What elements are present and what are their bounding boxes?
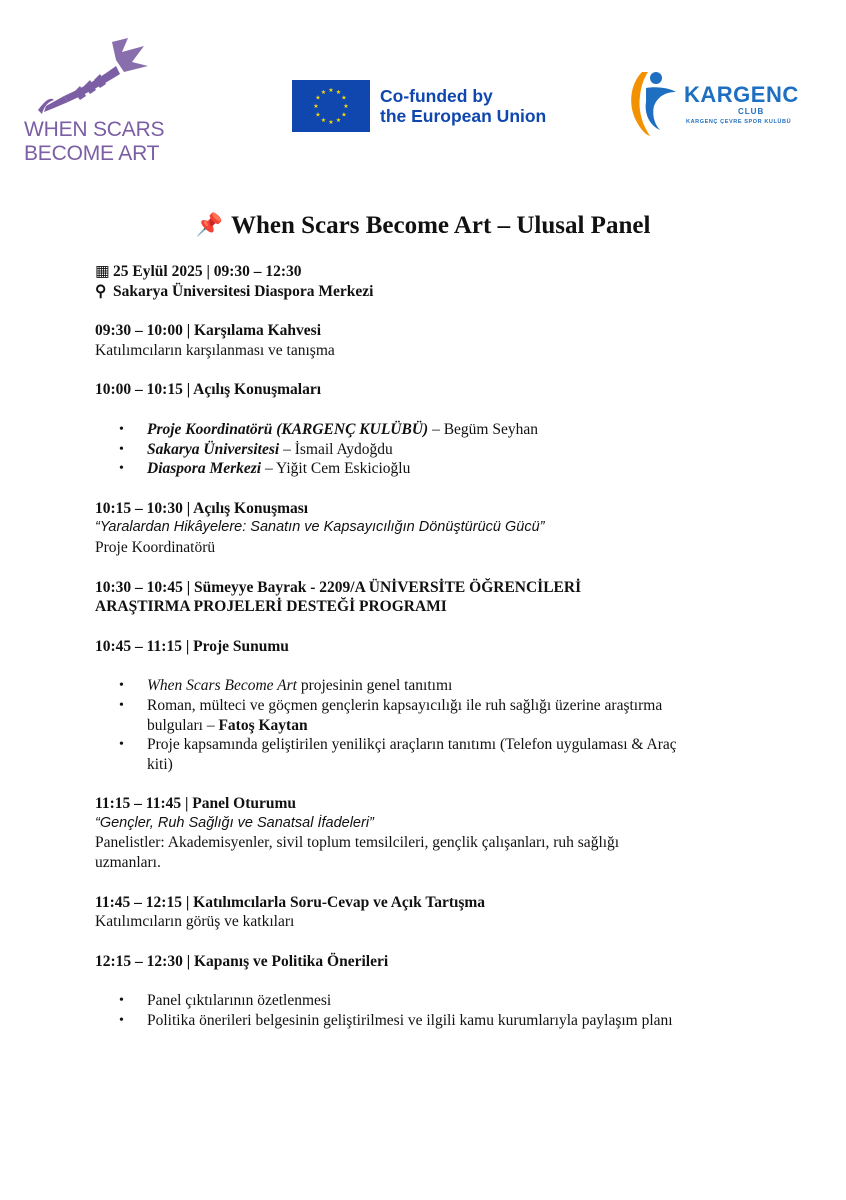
svg-text:★: ★	[335, 117, 342, 124]
list-item	[95, 696, 755, 735]
session-5-list	[95, 676, 755, 774]
item-text: projesinin genel tanıtımı	[296, 677, 453, 695]
session-5-heading: 10:45 – 11:15 | Proje Sunumu	[95, 637, 289, 655]
svg-text:★: ★	[328, 119, 334, 126]
session-7-text: Katılımcıların görüş ve katkıları	[95, 913, 295, 931]
speaker-role: Diaspora Merkezi	[147, 460, 262, 478]
logo-header	[0, 0, 846, 180]
session-2-heading: 10:00 – 10:15 | Açılış Konuşmaları	[95, 381, 322, 399]
spacer	[95, 656, 755, 676]
spacer	[95, 360, 755, 380]
session-7-heading: 11:45 – 12:15 | Katılımcılarla Soru-Cevap ve Açık Tartışma	[95, 893, 486, 911]
item-text: bulguları –	[147, 716, 219, 734]
round-pushpin-icon: ⚲	[95, 282, 107, 300]
session-1-heading: 09:30 – 10:00 | Karşılama Kahvesi	[95, 322, 321, 340]
kargenc-club-logo	[626, 66, 816, 138]
list-item	[95, 676, 755, 696]
session-6-heading: 11:15 – 11:45 | Panel Oturumu	[95, 795, 297, 813]
project-name: When Scars Become Art	[147, 677, 297, 695]
list-item: • Panel çıktılarının özetlenmesi	[95, 991, 755, 1011]
page-title	[0, 208, 846, 243]
wsba-logo-text	[24, 118, 164, 166]
list-item	[95, 420, 755, 440]
list-item	[95, 735, 755, 774]
item-text: • Proje kapsamında geliştirilen yenilikçi araçların tanıtımı (Telefon uygulaması & Araç	[147, 736, 677, 754]
session-6-quote: “Gençler, Ruh Sağlığı ve Sanatsal İfadeleri”	[95, 814, 374, 831]
svg-text:★: ★	[315, 94, 321, 102]
speaker-role: Sakarya Üniversitesi	[147, 440, 280, 458]
eu-cofunded-logo	[292, 80, 546, 132]
session-3-heading: 10:15 – 10:30 | Açılış Konuşması	[95, 499, 309, 517]
wsba-line1: WHEN SCARS	[24, 118, 165, 141]
program-content	[95, 262, 755, 1031]
speaker-role: Proje Koordinatörü (KARGENÇ KULÜBÜ)	[147, 420, 429, 438]
svg-text:★: ★	[320, 89, 327, 96]
session-3-quote: “Yaralardan Hikâyelere: Sanatın ve Kapsayıcılığın Dönüştürücü Gücü”	[95, 519, 545, 536]
svg-text:★: ★	[320, 117, 327, 124]
spacer	[95, 479, 755, 499]
eu-logo-text	[380, 86, 546, 126]
session-4-heading-line2: ARAŞTIRMA PROJELERİ DESTEĞİ PROGRAMI	[95, 598, 447, 616]
session-6-text-line1: Panelistler: Akademisyenler, sivil toplum temsilcileri, gençlik çalışanları, ruh sağlığı	[95, 834, 620, 852]
event-date-text: 25 Eylül 2025 | 09:30 – 12:30	[113, 263, 302, 280]
svg-text:★: ★	[341, 111, 347, 119]
pushpin-icon: 📌	[195, 212, 223, 237]
svg-text:★: ★	[335, 89, 342, 96]
kargenc-runner-icon	[626, 66, 678, 138]
session-2-list	[95, 420, 755, 479]
list-item	[95, 440, 755, 460]
wsba-line2: BECOME ART	[24, 142, 160, 165]
kargenc-title: KARGENC	[684, 82, 799, 107]
title-text: When Scars Become Art – Ulusal Panel	[230, 212, 651, 239]
spacer	[95, 400, 755, 420]
spacer	[95, 873, 755, 893]
kargenc-subtitle: KARGENÇ ÇEVRE SPOR KULÜBÜ	[686, 119, 792, 125]
svg-text:★: ★	[328, 87, 334, 94]
list-item: • Politika önerileri belgesinin geliştirilmesi ve ilgili kamu kurumlarıyla paylaşım planı	[95, 1011, 755, 1031]
kargenc-club: CLUB	[738, 107, 765, 116]
item-text: • Roman, mülteci ve göçmen gençlerin kapsayıcılığı ile ruh sağlığı üzerine araştırma	[147, 696, 663, 714]
calendar-icon: ▦	[95, 263, 110, 280]
spacer	[95, 971, 755, 991]
spacer	[95, 774, 755, 794]
svg-text:★: ★	[343, 103, 349, 110]
spacer	[95, 558, 755, 578]
spacer	[95, 617, 755, 637]
eu-line2: the European Union	[380, 106, 547, 126]
event-date	[95, 262, 755, 282]
speaker-name: – İsmail Aydoğdu	[279, 440, 393, 458]
spacer	[95, 301, 755, 321]
eu-line1: Co-funded by	[380, 86, 493, 106]
event-venue	[95, 282, 755, 302]
session-6-text-line2: uzmanları.	[95, 854, 161, 872]
event-venue-text: Sakarya Üniversitesi Diaspora Merkezi	[113, 282, 374, 300]
svg-text:★: ★	[313, 103, 319, 110]
list-item	[95, 459, 755, 479]
presenter-name: Fatoş Kaytan	[218, 716, 308, 734]
session-8-heading: 12:15 – 12:30 | Kapanış ve Politika Önerileri	[95, 952, 389, 970]
item-text: kiti)	[147, 755, 173, 773]
session-4-heading-line1: 10:30 – 10:45 | Sümeyye Bayrak - 2209/A ÜNİVERSİTE ÖĞRENCİLERİ	[95, 578, 582, 596]
session-1-text: Katılımcıların karşılanması ve tanışma	[95, 341, 335, 359]
spacer	[95, 932, 755, 952]
session-3-text: Proje Koordinatörü	[95, 538, 216, 556]
speaker-name: – Begüm Seyhan	[428, 420, 538, 438]
session-8-list	[95, 991, 755, 1030]
svg-text:★: ★	[341, 94, 347, 102]
eu-flag-icon	[292, 80, 370, 132]
svg-text:★: ★	[315, 111, 321, 119]
speaker-name: – Yiğit Cem Eskicioğlu	[261, 460, 411, 478]
